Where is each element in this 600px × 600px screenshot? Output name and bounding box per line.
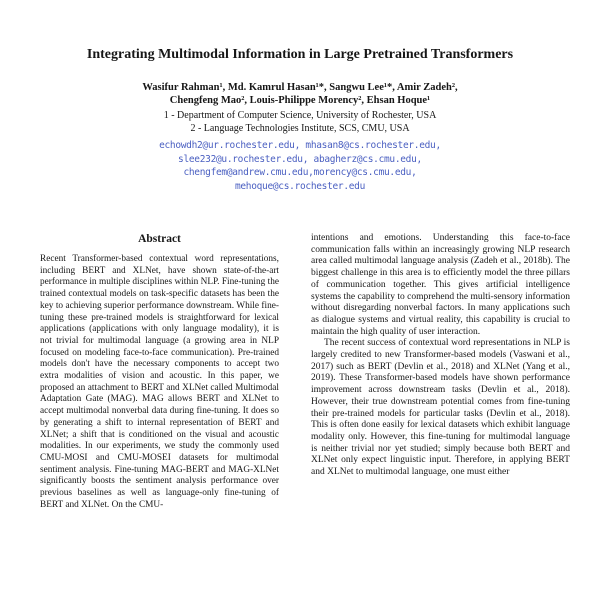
author-line-2: Chengfeng Mao², Louis-Philippe Morency², Ehsan Hoque¹: [169, 95, 431, 106]
affiliation-line-1: 1 - Department of Computer Science, University of Rochester, USA: [163, 110, 437, 121]
introduction-paragraph-2: The recent success of contextual word representations in NLP is largely credited to new Transformer-based models (Vaswani et al., 2017) such as BERT (Devlin et al., 2018) and XLNet (Yang et al., 2019). These Transformer-based models have shown performance improvement across downstream tasks (Devlin et al., 2018). However, their true downstream potential comes from fine-tuning their pre-trained models for particular tasks (Devlin et al., 2018). This is often done easily for lexical datasets which exhibit language modality only. However, this fine-tuning for multimodal language is neither trivial nor yet studied; simply because both BERT and XLNet only expect linguistic input. Therefore, in applying BERT and XLNet to multimodal language, one must either: [311, 338, 570, 478]
email-link-line-2[interactable]: slee232@u.rochester.edu, abagherz@cs.cmu.edu,: [178, 153, 422, 165]
abstract-text: Recent Transformer-based contextual word representations, including BERT and XLNet, have shown state-of-the-art performance in multiple disciplines within NLP. Fine-tuning the trained contextual models on task-specific datasets has been the key to achieving superior performance downstream. While fine-tuning these pre-trained models is straightforward for lexical applications (applications with only language modality), it is not trivial for multimodal language (a growing area in NLP focused on modeling face-to-face communication). Pre-trained models don't have the necessary components to accept two extra modalities of vision and acoustic. In this paper, we proposed an attachment to BERT and XLNet called Multimodal Adaptation Gate (MAG). MAG allows BERT and XLNet to accept multimodal nonverbal data during fine-tuning. It does so by generating a shift to internal representation of BERT and XLNet; a shift that is conditioned on the visual and acoustic modalities. In our experiments, we study the commonly used CMU-MOSI and CMU-MOSEI datasets for multimodal sentiment analysis. Fine-tuning MAG-BERT and MAG-XLNet significantly boosts the sentiment analysis performance over previous baselines as well as language-only fine-tuning of BERT and XLNet. On the CMU-: [40, 254, 279, 510]
email-link-line-3[interactable]: chengfem@andrew.cmu.edu,morency@cs.cmu.edu,: [183, 167, 417, 178]
abstract-heading: Abstract: [138, 233, 181, 245]
authors-block: [30, 81, 570, 107]
introduction-paragraph-1: intentions and emotions. Understanding this face-to-face communication falls within an increasingly growing NLP research area called multimodal language analysis (Zadeh et al., 2018b). The biggest challenge in this area is to efficiently model the three pillars of communication together. This gives artificial intelligence systems the capability to comprehend the multi-sensory information without disregarding nonverbal factors. In many applications such as dialogue systems and virtual reality, this capability is crucial to maintain the high quality of user interaction.: [311, 233, 570, 337]
affiliation-line-2: 2 - Language Technologies Institute, SCS, CMU, USA: [190, 122, 410, 134]
author-line-1: Wasifur Rahman¹, Md. Kamrul Hasan¹*, Sangwu Lee¹*, Amir Zadeh²,: [142, 82, 458, 93]
two-column-body: [30, 233, 570, 511]
left-column: [30, 233, 289, 511]
right-column: [311, 233, 570, 511]
paper-title: Integrating Multimodal Information in Large Pretrained Transformers: [86, 47, 514, 62]
affiliations-block: [30, 110, 570, 135]
email-link-line-4[interactable]: mehoque@cs.rochester.edu: [234, 180, 366, 192]
email-block: [30, 139, 570, 193]
email-link-line-1[interactable]: echowdh2@ur.rochester.edu, mhasan8@cs.rochester.edu,: [159, 140, 441, 151]
